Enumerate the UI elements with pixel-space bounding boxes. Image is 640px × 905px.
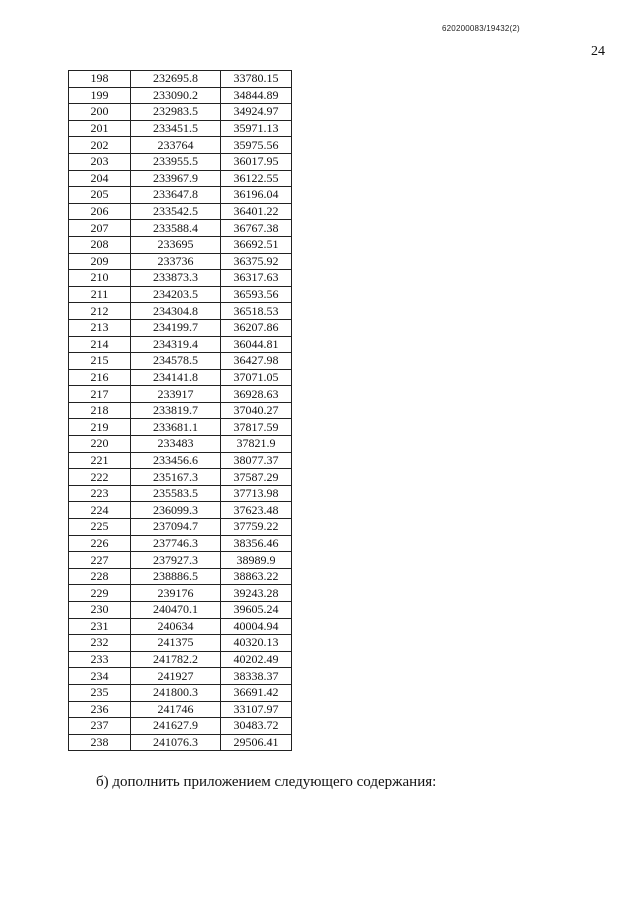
- table-row: [69, 353, 292, 370]
- y-coordinate-cell: 36427.98: [221, 353, 292, 370]
- document-id: 620200083/19432(2): [442, 24, 520, 33]
- point-number-cell: 214: [69, 336, 131, 353]
- y-coordinate-cell: 38356.46: [221, 535, 292, 552]
- x-coordinate-cell: 233873.3: [131, 270, 221, 287]
- x-coordinate-cell: 233483: [131, 436, 221, 453]
- table-row: [69, 203, 292, 220]
- point-number-cell: 224: [69, 502, 131, 519]
- table-row: [69, 270, 292, 287]
- y-coordinate-cell: 33780.15: [221, 71, 292, 88]
- y-coordinate-cell: 37713.98: [221, 485, 292, 502]
- y-coordinate-cell: 40202.49: [221, 651, 292, 668]
- x-coordinate-cell: 234199.7: [131, 319, 221, 336]
- point-number-cell: 221: [69, 452, 131, 469]
- point-number-cell: 199: [69, 87, 131, 104]
- x-coordinate-cell: 241782.2: [131, 651, 221, 668]
- table-row: [69, 618, 292, 635]
- x-coordinate-cell: 233456.6: [131, 452, 221, 469]
- table-row: [69, 402, 292, 419]
- x-coordinate-cell: 233542.5: [131, 203, 221, 220]
- y-coordinate-cell: 36401.22: [221, 203, 292, 220]
- point-number-cell: 208: [69, 236, 131, 253]
- x-coordinate-cell: 233764: [131, 137, 221, 154]
- table-row: [69, 568, 292, 585]
- table-row: [69, 585, 292, 602]
- point-number-cell: 204: [69, 170, 131, 187]
- x-coordinate-cell: 236099.3: [131, 502, 221, 519]
- x-coordinate-cell: 234578.5: [131, 353, 221, 370]
- point-number-cell: 232: [69, 635, 131, 652]
- table-row: [69, 535, 292, 552]
- x-coordinate-cell: 241927: [131, 668, 221, 685]
- table-row: [69, 386, 292, 403]
- y-coordinate-cell: 38077.37: [221, 452, 292, 469]
- x-coordinate-cell: 233090.2: [131, 87, 221, 104]
- table-row: [69, 153, 292, 170]
- x-coordinate-cell: 233967.9: [131, 170, 221, 187]
- table-row: [69, 485, 292, 502]
- point-number-cell: 200: [69, 104, 131, 121]
- x-coordinate-cell: 233681.1: [131, 419, 221, 436]
- x-coordinate-cell: 235583.5: [131, 485, 221, 502]
- table-row: [69, 286, 292, 303]
- x-coordinate-cell: 233917: [131, 386, 221, 403]
- y-coordinate-cell: 39243.28: [221, 585, 292, 602]
- table-row: [69, 602, 292, 619]
- y-coordinate-cell: 36767.38: [221, 220, 292, 237]
- table-row: [69, 718, 292, 735]
- point-number-cell: 222: [69, 469, 131, 486]
- y-coordinate-cell: 36317.63: [221, 270, 292, 287]
- x-coordinate-cell: 235167.3: [131, 469, 221, 486]
- table-row: [69, 319, 292, 336]
- y-coordinate-cell: 36928.63: [221, 386, 292, 403]
- table-row: [69, 419, 292, 436]
- y-coordinate-cell: 29506.41: [221, 734, 292, 751]
- point-number-cell: 219: [69, 419, 131, 436]
- point-number-cell: 216: [69, 369, 131, 386]
- table-row: [69, 469, 292, 486]
- point-number-cell: 238: [69, 734, 131, 751]
- point-number-cell: 229: [69, 585, 131, 602]
- point-number-cell: 211: [69, 286, 131, 303]
- y-coordinate-cell: 38989.9: [221, 552, 292, 569]
- x-coordinate-cell: 239176: [131, 585, 221, 602]
- point-number-cell: 217: [69, 386, 131, 403]
- y-coordinate-cell: 37587.29: [221, 469, 292, 486]
- table-row: [69, 734, 292, 751]
- point-number-cell: 226: [69, 535, 131, 552]
- y-coordinate-cell: 36518.53: [221, 303, 292, 320]
- x-coordinate-cell: 233647.8: [131, 187, 221, 204]
- point-number-cell: 207: [69, 220, 131, 237]
- y-coordinate-cell: 36691.42: [221, 684, 292, 701]
- table-row: [69, 71, 292, 88]
- coordinates-table: [68, 70, 292, 751]
- point-number-cell: 231: [69, 618, 131, 635]
- x-coordinate-cell: 241375: [131, 635, 221, 652]
- point-number-cell: 203: [69, 153, 131, 170]
- point-number-cell: 215: [69, 353, 131, 370]
- y-coordinate-cell: 36196.04: [221, 187, 292, 204]
- point-number-cell: 237: [69, 718, 131, 735]
- y-coordinate-cell: 35975.56: [221, 137, 292, 154]
- y-coordinate-cell: 36017.95: [221, 153, 292, 170]
- x-coordinate-cell: 233819.7: [131, 402, 221, 419]
- y-coordinate-cell: 38863.22: [221, 568, 292, 585]
- point-number-cell: 235: [69, 684, 131, 701]
- x-coordinate-cell: 234304.8: [131, 303, 221, 320]
- x-coordinate-cell: 234319.4: [131, 336, 221, 353]
- table-row: [69, 220, 292, 237]
- point-number-cell: 223: [69, 485, 131, 502]
- x-coordinate-cell: 241746: [131, 701, 221, 718]
- point-number-cell: 213: [69, 319, 131, 336]
- point-number-cell: 201: [69, 120, 131, 137]
- point-number-cell: 228: [69, 568, 131, 585]
- point-number-cell: 209: [69, 253, 131, 270]
- table-row: [69, 236, 292, 253]
- table-row: [69, 87, 292, 104]
- y-coordinate-cell: 37817.59: [221, 419, 292, 436]
- table-row: [69, 552, 292, 569]
- point-number-cell: 234: [69, 668, 131, 685]
- x-coordinate-cell: 233695: [131, 236, 221, 253]
- point-number-cell: 225: [69, 519, 131, 536]
- table-row: [69, 369, 292, 386]
- point-number-cell: 202: [69, 137, 131, 154]
- table-row: [69, 668, 292, 685]
- y-coordinate-cell: 33107.97: [221, 701, 292, 718]
- table-row: [69, 137, 292, 154]
- y-coordinate-cell: 34844.89: [221, 87, 292, 104]
- x-coordinate-cell: 234203.5: [131, 286, 221, 303]
- point-number-cell: 227: [69, 552, 131, 569]
- y-coordinate-cell: 37040.27: [221, 402, 292, 419]
- x-coordinate-cell: 240470.1: [131, 602, 221, 619]
- page-number: 24: [591, 44, 605, 59]
- table-row: [69, 651, 292, 668]
- x-coordinate-cell: 241076.3: [131, 734, 221, 751]
- y-coordinate-cell: 36692.51: [221, 236, 292, 253]
- y-coordinate-cell: 37821.9: [221, 436, 292, 453]
- x-coordinate-cell: 237927.3: [131, 552, 221, 569]
- table-row: [69, 303, 292, 320]
- x-coordinate-cell: 234141.8: [131, 369, 221, 386]
- x-coordinate-cell: 238886.5: [131, 568, 221, 585]
- point-number-cell: 205: [69, 187, 131, 204]
- table-row: [69, 104, 292, 121]
- point-number-cell: 218: [69, 402, 131, 419]
- y-coordinate-cell: 37623.48: [221, 502, 292, 519]
- x-coordinate-cell: 233451.5: [131, 120, 221, 137]
- table-row: [69, 635, 292, 652]
- table-row: [69, 701, 292, 718]
- point-number-cell: 220: [69, 436, 131, 453]
- x-coordinate-cell: 232695.8: [131, 71, 221, 88]
- x-coordinate-cell: 240634: [131, 618, 221, 635]
- x-coordinate-cell: 237094.7: [131, 519, 221, 536]
- y-coordinate-cell: 38338.37: [221, 668, 292, 685]
- y-coordinate-cell: 37071.05: [221, 369, 292, 386]
- point-number-cell: 210: [69, 270, 131, 287]
- y-coordinate-cell: 37759.22: [221, 519, 292, 536]
- y-coordinate-cell: 36375.92: [221, 253, 292, 270]
- table-row: [69, 120, 292, 137]
- y-coordinate-cell: 35971.13: [221, 120, 292, 137]
- table-row: [69, 502, 292, 519]
- table-row: [69, 170, 292, 187]
- point-number-cell: 236: [69, 701, 131, 718]
- x-coordinate-cell: 233955.5: [131, 153, 221, 170]
- point-number-cell: 230: [69, 602, 131, 619]
- point-number-cell: 233: [69, 651, 131, 668]
- table-row: [69, 336, 292, 353]
- y-coordinate-cell: 40320.13: [221, 635, 292, 652]
- x-coordinate-cell: 233736: [131, 253, 221, 270]
- table-row: [69, 436, 292, 453]
- table-row: [69, 253, 292, 270]
- table-body: [69, 71, 292, 751]
- y-coordinate-cell: 40004.94: [221, 618, 292, 635]
- instruction-text: б) дополнить приложением следующего содержания:: [96, 774, 437, 790]
- point-number-cell: 212: [69, 303, 131, 320]
- y-coordinate-cell: 30483.72: [221, 718, 292, 735]
- y-coordinate-cell: 36207.86: [221, 319, 292, 336]
- x-coordinate-cell: 241800.3: [131, 684, 221, 701]
- table-row: [69, 519, 292, 536]
- x-coordinate-cell: 237746.3: [131, 535, 221, 552]
- y-coordinate-cell: 36044.81: [221, 336, 292, 353]
- point-number-cell: 198: [69, 71, 131, 88]
- y-coordinate-cell: 36593.56: [221, 286, 292, 303]
- y-coordinate-cell: 39605.24: [221, 602, 292, 619]
- point-number-cell: 206: [69, 203, 131, 220]
- y-coordinate-cell: 34924.97: [221, 104, 292, 121]
- x-coordinate-cell: 241627.9: [131, 718, 221, 735]
- x-coordinate-cell: 232983.5: [131, 104, 221, 121]
- table-row: [69, 452, 292, 469]
- table-row: [69, 684, 292, 701]
- y-coordinate-cell: 36122.55: [221, 170, 292, 187]
- x-coordinate-cell: 233588.4: [131, 220, 221, 237]
- table-row: [69, 187, 292, 204]
